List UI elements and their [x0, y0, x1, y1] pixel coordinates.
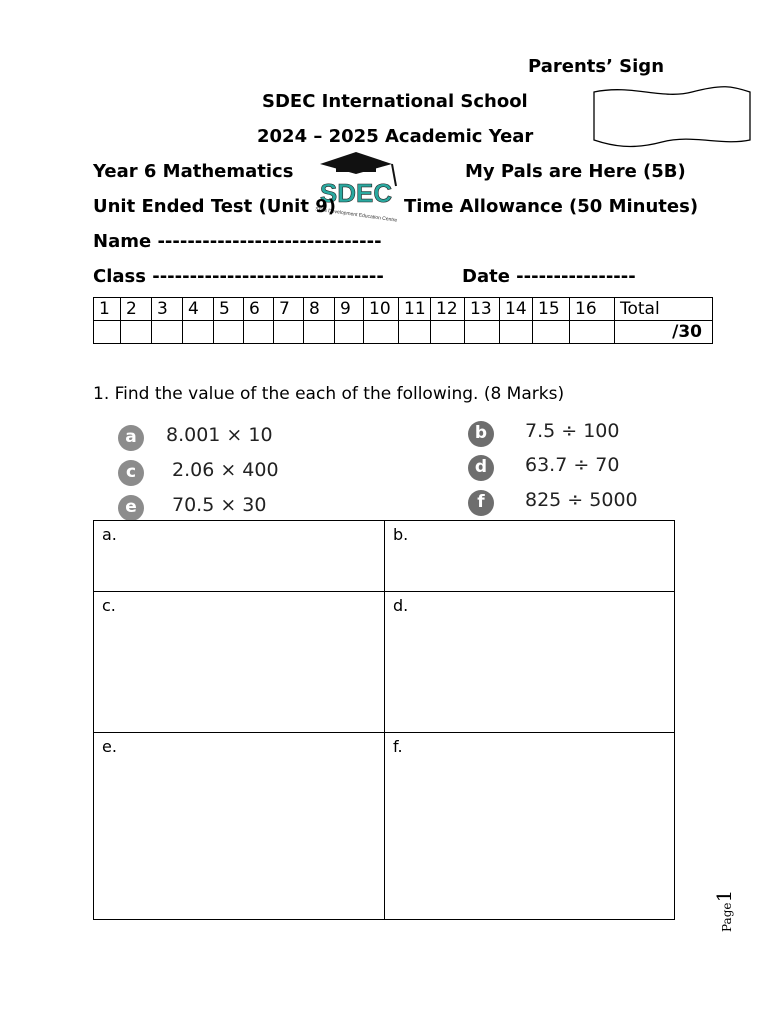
score-cell[interactable]: [500, 321, 533, 344]
score-header-cell: 15: [533, 298, 570, 321]
answer-box-b[interactable]: [384, 520, 675, 592]
time-allowance: Time Allowance (50 Minutes): [404, 196, 699, 217]
expression-d: 63.7 ÷ 70: [525, 454, 620, 476]
score-cell[interactable]: [364, 321, 399, 344]
score-cell[interactable]: [183, 321, 214, 344]
score-header-cell: 12: [431, 298, 465, 321]
score-cell[interactable]: [570, 321, 615, 344]
score-header-cell: 8: [304, 298, 335, 321]
parents-sign-box: [592, 84, 752, 148]
score-cell[interactable]: [274, 321, 304, 344]
academic-year: 2024 – 2025 Academic Year: [257, 126, 534, 147]
expression-f: 825 ÷ 5000: [525, 489, 638, 511]
answer-box-d[interactable]: [384, 591, 675, 733]
answer-label-e: e.: [102, 737, 117, 756]
answer-label-a: a.: [102, 525, 117, 544]
score-cell[interactable]: [533, 321, 570, 344]
textbook-title: My Pals are Here (5B): [465, 161, 686, 182]
answer-grid: [93, 520, 675, 920]
score-header-cell: 16: [570, 298, 615, 321]
score-cell[interactable]: [244, 321, 274, 344]
svg-text:Skills Development Education C: Skills Development Education Centre: [314, 206, 398, 224]
score-header-cell: 4: [183, 298, 214, 321]
answer-box-e[interactable]: [93, 732, 385, 920]
score-header-cell: 10: [364, 298, 399, 321]
score-table: [93, 297, 713, 344]
score-header-row: [94, 298, 713, 321]
score-total-value[interactable]: /30: [615, 321, 713, 344]
expression-c: 2.06 × 400: [172, 459, 279, 481]
score-header-cell: 1: [94, 298, 121, 321]
score-header-cell: 13: [465, 298, 500, 321]
question-1-prompt: 1. Find the value of the each of the following. (8 Marks): [93, 384, 565, 404]
answer-label-c: c.: [102, 596, 116, 615]
answer-label-f: f.: [393, 737, 403, 756]
name-field[interactable]: Name ------------------------------: [93, 231, 382, 252]
score-cell[interactable]: [152, 321, 183, 344]
score-cell[interactable]: [94, 321, 121, 344]
svg-text:SDEC: SDEC: [319, 178, 393, 208]
class-field[interactable]: Class -------------------------------: [93, 266, 384, 287]
expression-b: 7.5 ÷ 100: [525, 420, 620, 442]
answer-box-c[interactable]: [93, 591, 385, 733]
score-header-cell: 9: [335, 298, 364, 321]
page-number: [712, 890, 736, 932]
score-total-header: Total: [615, 298, 713, 321]
expression-e: 70.5 × 30: [172, 494, 267, 516]
letter-f-badge: f: [468, 490, 494, 516]
score-header-cell: 14: [500, 298, 533, 321]
date-field[interactable]: Date ----------------: [462, 266, 636, 287]
score-cell[interactable]: [214, 321, 244, 344]
score-cell[interactable]: [431, 321, 465, 344]
answer-box-f[interactable]: [384, 732, 675, 920]
score-header-cell: 7: [274, 298, 304, 321]
score-cell[interactable]: [121, 321, 152, 344]
page-number-value: 1: [712, 889, 736, 903]
score-header-cell: 5: [214, 298, 244, 321]
answer-box-a[interactable]: [93, 520, 385, 592]
score-header-cell: 11: [399, 298, 431, 321]
score-cell[interactable]: [304, 321, 335, 344]
letter-b-badge: b: [468, 421, 494, 447]
answer-label-d: d.: [393, 596, 409, 615]
parents-sign-label: Parents’ Sign: [528, 56, 665, 77]
test-title: Unit Ended Test (Unit 9): [93, 196, 336, 217]
score-cell[interactable]: [335, 321, 364, 344]
school-name: SDEC International School: [262, 91, 528, 112]
letter-c-badge: c: [118, 460, 144, 486]
letter-e-badge: e: [118, 495, 144, 521]
score-header-cell: 2: [121, 298, 152, 321]
expression-a: 8.001 × 10: [166, 424, 273, 446]
score-value-row: [94, 321, 713, 344]
letter-d-badge: d: [468, 455, 494, 481]
sdec-logo: [300, 150, 412, 230]
score-header-cell: 6: [244, 298, 274, 321]
letter-a-badge: a: [118, 425, 144, 451]
answer-label-b: b.: [393, 525, 409, 544]
score-cell[interactable]: [465, 321, 500, 344]
score-header-cell: 3: [152, 298, 183, 321]
score-cell[interactable]: [399, 321, 431, 344]
page-word: Page: [720, 902, 734, 932]
subject-title: Year 6 Mathematics: [93, 161, 294, 182]
